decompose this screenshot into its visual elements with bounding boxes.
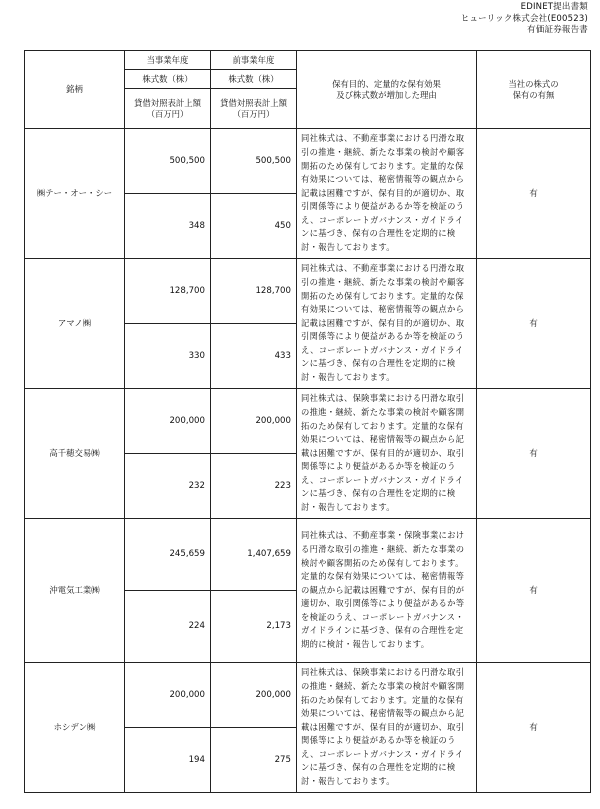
shares-prior: 128,700 <box>211 259 297 324</box>
stock-name: ㈱テー・オー・シー <box>25 129 125 259</box>
shares-current: 245,659 <box>125 519 211 591</box>
table-row <box>25 259 591 324</box>
shares-prior: 500,500 <box>211 129 297 194</box>
holding-reason: 同社株式は、保険事業における円滑な取引の推進・継続、新たな事業の検討や顧客開拓のため保有しております。定量的な保有効果については、秘密情報等の観点から記載は困難ですが、保有目的が適切か、取引関係等により便益があるか等を検証のうえ、コーポレートガバナンス・ガイドラインに基づき、保有の合理性を定期的に検討・報告しております。 <box>297 663 477 793</box>
bs-current: 232 <box>125 454 211 519</box>
header-name: 銘柄 <box>25 51 125 129</box>
holding-reason: 同社株式は、不動産事業における円滑な取引の推進・継続、新たな事業の検討や顧客開拓のため保有しております。定量的な保有効果については、秘密情報等の観点から記載は困難ですが、保有目的が適切か、取引関係等により便益があるか等を検証のうえ、コーポレートガバナンス・ガイドラインに基づき、保有の合理性を定期的に検討・報告しております。 <box>297 129 477 259</box>
header-filing-type: EDINET提出書類 <box>520 2 588 12</box>
shares-prior: 200,000 <box>211 389 297 454</box>
table-row <box>25 389 591 454</box>
stock-name: 高千穂交易㈱ <box>25 389 125 519</box>
bs-prior: 223 <box>211 454 297 519</box>
table-row <box>25 129 591 194</box>
bs-prior: 450 <box>211 194 297 259</box>
header-prior-year: 前事業年度 <box>211 51 297 70</box>
cross-holding: 有 <box>477 663 591 793</box>
header-company: ヒューリック株式会社(E00523) <box>460 13 588 24</box>
shares-prior: 200,000 <box>211 663 297 728</box>
shares-current: 500,500 <box>125 129 211 194</box>
header-bs-prior: 貸借対照表計上額 （百万円） <box>211 89 297 129</box>
bs-prior: 275 <box>211 728 297 793</box>
cross-holding: 有 <box>477 389 591 519</box>
header-current-year: 当事業年度 <box>125 51 211 70</box>
stock-name: 沖電気工業㈱ <box>25 519 125 663</box>
cross-holding: 有 <box>477 259 591 389</box>
shares-current: 128,700 <box>125 259 211 324</box>
bs-prior: 433 <box>211 324 297 389</box>
header-reason: 保有目的、定量的な保有効果 及び株式数が増加した理由 <box>297 51 477 129</box>
holding-reason: 同社株式は、不動産事業・保険事業における円滑な取引の推進・継続、新たな事業の検討や顧客開拓のため保有しております。定量的な保有効果については、秘密情報等の観点から記載は困難ですが、保有目的が適切か、取引関係等により便益があるか等を検証のうえ、コーポレートガバナンス・ガイドラインに基づき、保有の合理性を定期的に検討・報告しております。 <box>297 519 477 663</box>
shares-prior: 1,407,659 <box>211 519 297 591</box>
holding-reason: 同社株式は、不動産事業における円滑な取引の推進・継続、新たな事業の検討や顧客開拓のため保有しております。定量的な保有効果については、秘密情報等の観点から記載は困難ですが、保有目的が適切か、取引関係等により便益があるか等を検証のうえ、コーポレートガバナンス・ガイドラインに基づき、保有の合理性を定期的に検討・報告しております。 <box>297 259 477 389</box>
bs-current: 194 <box>125 728 211 793</box>
holding-reason: 同社株式は、保険事業における円滑な取引の推進・継続、新たな事業の検討や顧客開拓のため保有しております。定量的な保有効果については、秘密情報等の観点から記載は困難ですが、保有目的が適切か、取引関係等により便益があるか等を検証のうえ、コーポレートガバナンス・ガイドラインに基づき、保有の合理性を定期的に検討・報告しております。 <box>297 389 477 519</box>
header-cross-holding: 当社の株式の 保有の有無 <box>477 51 591 129</box>
stock-name: ホシデン㈱ <box>25 663 125 793</box>
header-shares-prior: 株式数（株） <box>211 70 297 89</box>
shareholding-table <box>24 50 591 793</box>
table-row <box>25 663 591 728</box>
bs-current: 330 <box>125 324 211 389</box>
document-header <box>461 2 588 37</box>
table-row <box>25 519 591 591</box>
bs-current: 224 <box>125 591 211 663</box>
cross-holding: 有 <box>477 519 591 663</box>
cross-holding: 有 <box>477 129 591 259</box>
stock-name: アマノ㈱ <box>25 259 125 389</box>
header-bs-current: 貸借対照表計上額 （百万円） <box>125 89 211 129</box>
bs-prior: 2,173 <box>211 591 297 663</box>
shares-current: 200,000 <box>125 389 211 454</box>
header-shares-current: 株式数（株） <box>125 70 211 89</box>
header-report-type: 有価証券報告書 <box>527 25 588 35</box>
bs-current: 348 <box>125 194 211 259</box>
shares-current: 200,000 <box>125 663 211 728</box>
